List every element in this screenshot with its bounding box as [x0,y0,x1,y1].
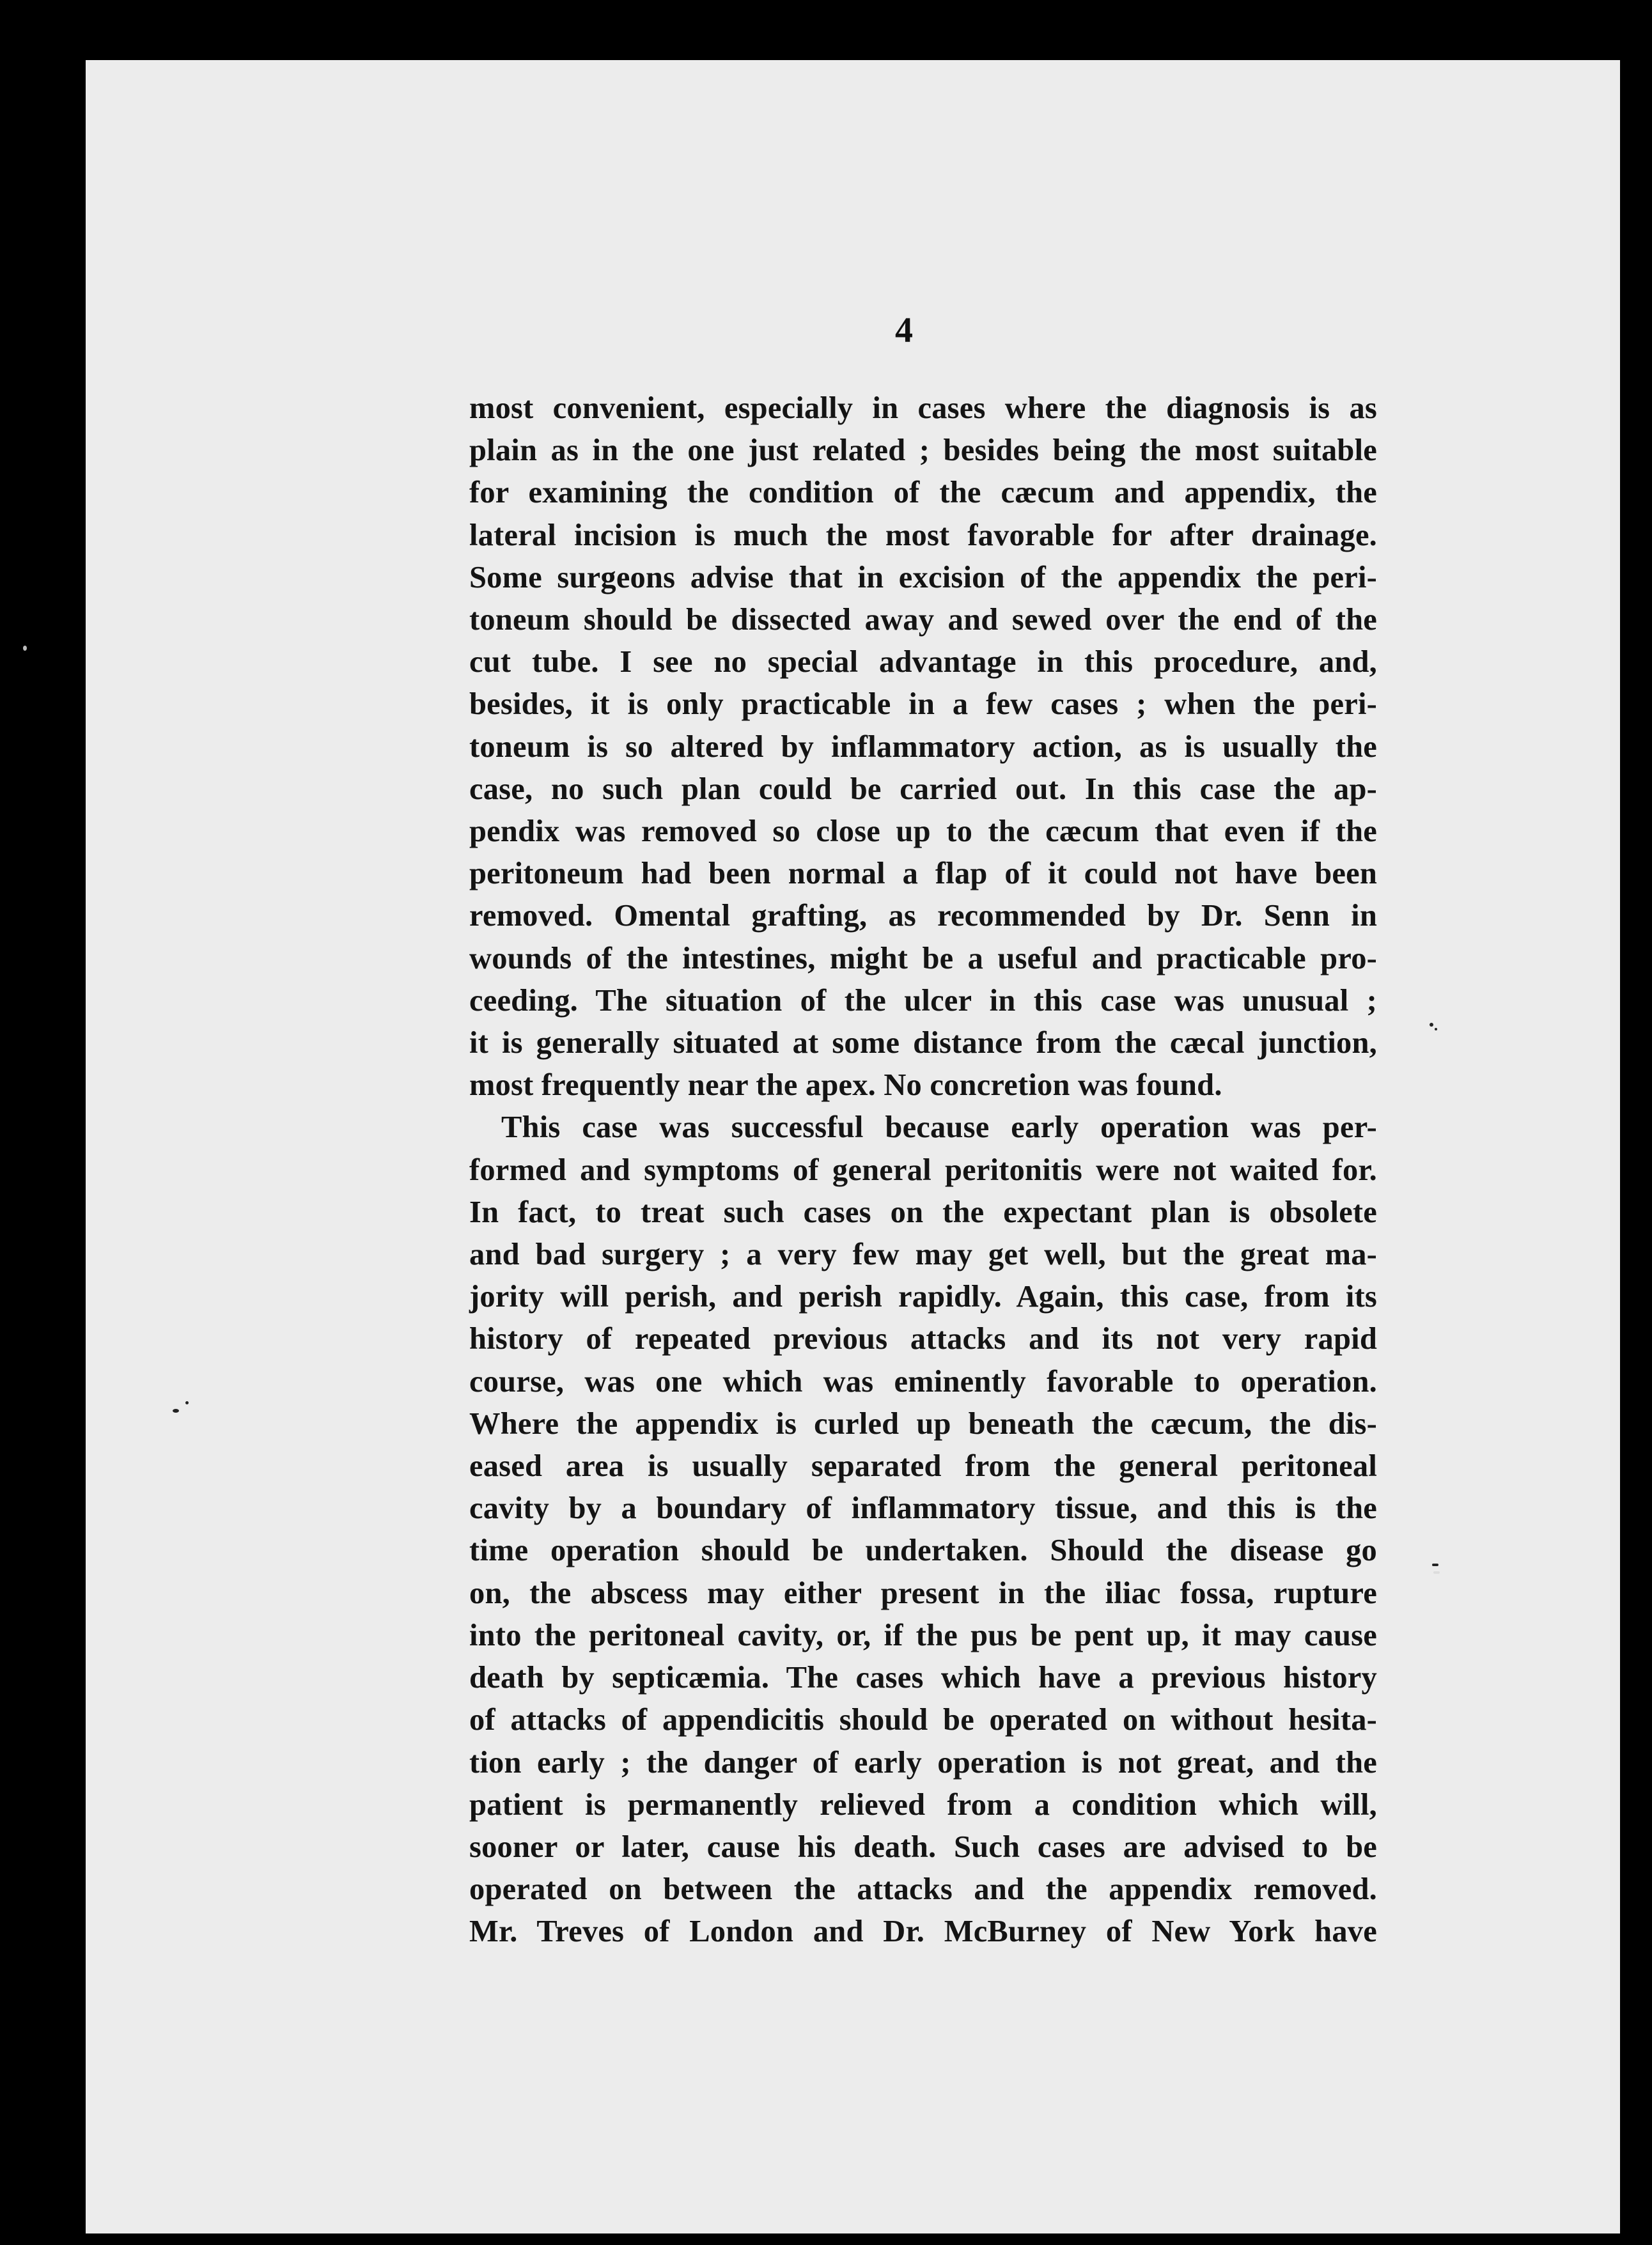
text-line: eased area is usually separated from the general peritoneal [469,1449,1377,1484]
text-line: lateral incision is much the most favorable for after drainage. [469,518,1377,552]
text-line: most frequently near the apex. No concretion was found. [469,1068,1222,1103]
scan-speck [1433,1571,1440,1574]
text-line: peritoneum had been normal a flap of it could not have been [469,857,1377,891]
text-line: sooner or later, cause his death. Such cases are advised to be [469,1829,1377,1864]
paragraph-2 [469,1107,1377,1953]
text-line: cavity by a boundary of inflammatory tissue, and this is the [469,1491,1377,1526]
text-line: for examining the condition of the cæcum and appendix, the [469,476,1377,510]
text-line: plain as in the one just related ; besides being the most suitable [469,433,1377,468]
text-line: of attacks of appendicitis should be operated on without hesita- [469,1703,1377,1737]
text-line: besides, it is only practicable in a few cases ; when the peri- [469,687,1377,722]
text-line: time operation should be undertaken. Should the disease go [469,1534,1377,1568]
text-line: course, was one which was eminently favorable to operation. [469,1364,1377,1399]
text-line: and bad surgery ; a very few may get well, but the great ma- [469,1238,1377,1272]
text-line: cut tube. I see no special advantage in this procedure, and, [469,645,1377,680]
scan-speck [23,646,27,651]
scanned-page [86,60,1620,2233]
text-line: patient is permanently relieved from a condition which will, [469,1787,1377,1822]
text-line: toneum should be dissected away and sewed over the end of the [469,603,1377,637]
text-line: removed. Omental grafting, as recommended by Dr. Senn in [469,899,1377,933]
text-line: Where the appendix is curled up beneath the cæcum, the dis- [469,1406,1377,1441]
text-line: it is generally situated at some distance from the cæcal junction, [469,1026,1377,1060]
text-line: formed and symptoms of general peritonitis were not waited for. [469,1153,1377,1187]
paragraph-1 [469,387,1377,1107]
text-line: ceeding. The situation of the ulcer in this case was unusual ; [469,983,1377,1018]
text-line: tion early ; the danger of early operation is not great, and the [469,1745,1377,1780]
text-line: This case was successful because early operation was per- [501,1110,1377,1145]
scan-speck [173,1409,179,1413]
text-line: In fact, to treat such cases on the expectant plan is obsolete [469,1195,1377,1229]
scan-speck [1430,1023,1433,1027]
page-number: 4 [895,311,913,350]
text-line: operated on between the attacks and the appendix removed. [469,1872,1377,1907]
text-line: wounds of the intestines, might be a useful and practicable pro- [469,941,1377,975]
text-line: history of repeated previous attacks and its not very rapid [469,1322,1377,1356]
text-line: case, no such plan could be carried out. In this case the ap- [469,772,1377,806]
scan-speck [1435,1028,1437,1030]
text-line: pendix was removed so close up to the cæcum that even if the [469,814,1377,849]
text-line: jority will perish, and perish rapidly. Again, this case, from its [469,1280,1377,1314]
text-line: death by septicæmia. The cases which have a previous history [469,1661,1377,1695]
text-line: Mr. Treves of London and Dr. McBurney of New York have [469,1915,1377,1949]
text-line: most convenient, especially in cases where the diagnosis is as [469,391,1377,425]
text-line: Some surgeons advise that in excision of the appendix the peri- [469,560,1377,594]
text-line: into the peritoneal cavity, or, if the pus be pent up, it may cause [469,1618,1377,1652]
scan-speck [185,1401,189,1404]
scan-speck [1432,1564,1438,1566]
text-line: on, the abscess may either present in the iliac fossa, rupture [469,1576,1377,1610]
text-line: toneum is so altered by inflammatory action, as is usually the [469,729,1377,764]
body-text [469,387,1377,1954]
